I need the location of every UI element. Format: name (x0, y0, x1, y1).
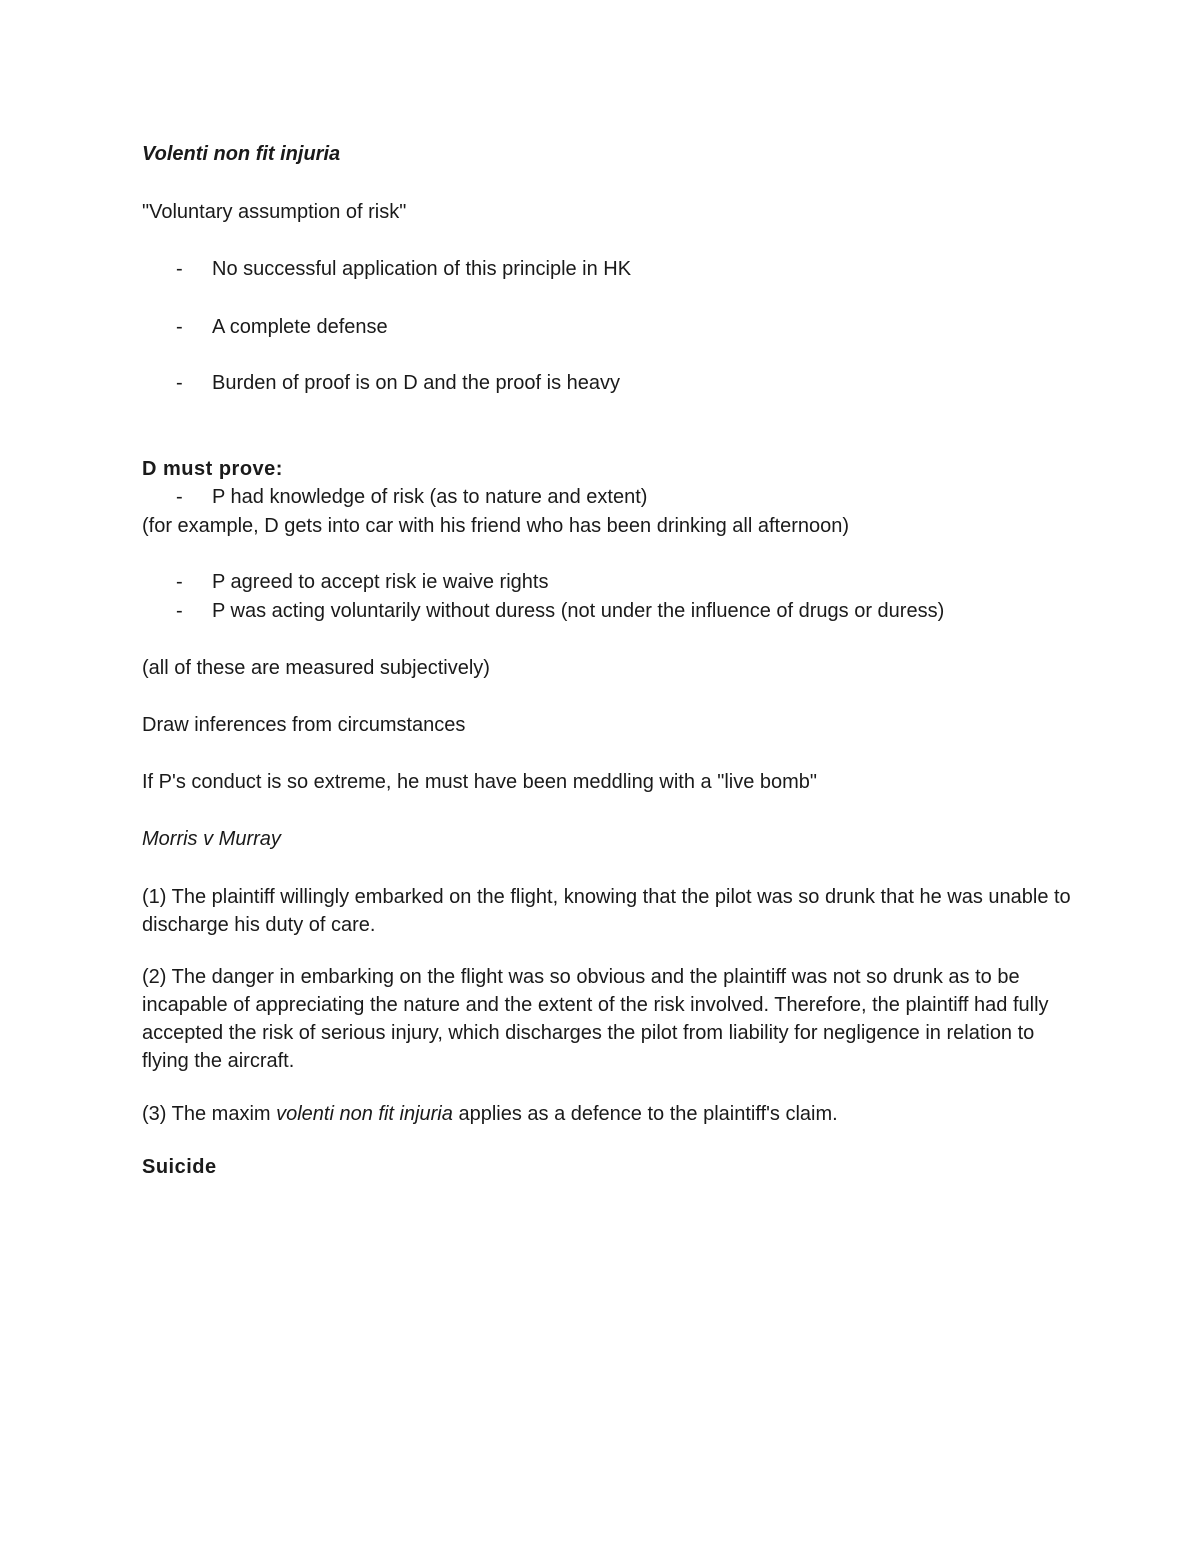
bullet-marker: - (176, 258, 183, 280)
inferences-line: Draw inferences from circumstances (142, 714, 466, 736)
must-prove-bullet: P had knowledge of risk (as to nature and extent) (212, 486, 648, 508)
bullet-marker: - (176, 372, 183, 394)
case-point-2: (2) The danger in embarking on the flight was so obvious and the plaintiff was not so drunk as to be incapable of appreciating the nature and the extent of the risk involved. Therefore, the plaintiff had fully accepted the risk of serious injury, which discharges the pilot from liability for negligence in relation to flying the aircraft. (142, 966, 1049, 1072)
intro-bullet: A complete defense (212, 316, 388, 338)
case-point-3 (142, 1100, 838, 1128)
case-point-1: (1) The plaintiff willingly embarked on the flight, knowing that the pilot was so drunk that he was unable to discharge his duty of care. (142, 886, 1071, 936)
suicide-heading: Suicide (142, 1156, 217, 1178)
intro-bullet: No successful application of this principle in HK (212, 258, 632, 280)
bullet-marker: - (176, 600, 183, 622)
must-prove-bullet: P agreed to accept risk ie waive rights (212, 571, 549, 593)
document-title: Volenti non fit injuria (142, 143, 341, 165)
case-point-3-maxim: volenti non fit injuria (276, 1103, 453, 1125)
bullet-marker: - (176, 316, 183, 338)
case-name: Morris v Murray (142, 828, 281, 850)
must-prove-bullet: P was acting voluntarily without duress (not under the influence of drugs or duress) (212, 600, 945, 622)
case-point-3-prefix: (3) The maxim (142, 1103, 277, 1125)
intro-bullet: Burden of proof is on D and the proof is heavy (212, 372, 621, 394)
bullet-marker: - (176, 571, 183, 593)
example-note: (for example, D gets into car with his friend who has been drinking all afternoon) (142, 515, 850, 537)
case-point-3-suffix: applies as a defence to the plaintiff's claim. (452, 1103, 838, 1125)
subtitle-quote: "Voluntary assumption of risk" (142, 201, 407, 223)
live-bomb-line: If P's conduct is so extreme, he must have been meddling with a "live bomb" (142, 771, 818, 793)
bullet-marker: - (176, 486, 183, 508)
subjective-note: (all of these are measured subjectively) (142, 657, 490, 679)
must-prove-heading: D must prove: (142, 458, 283, 480)
